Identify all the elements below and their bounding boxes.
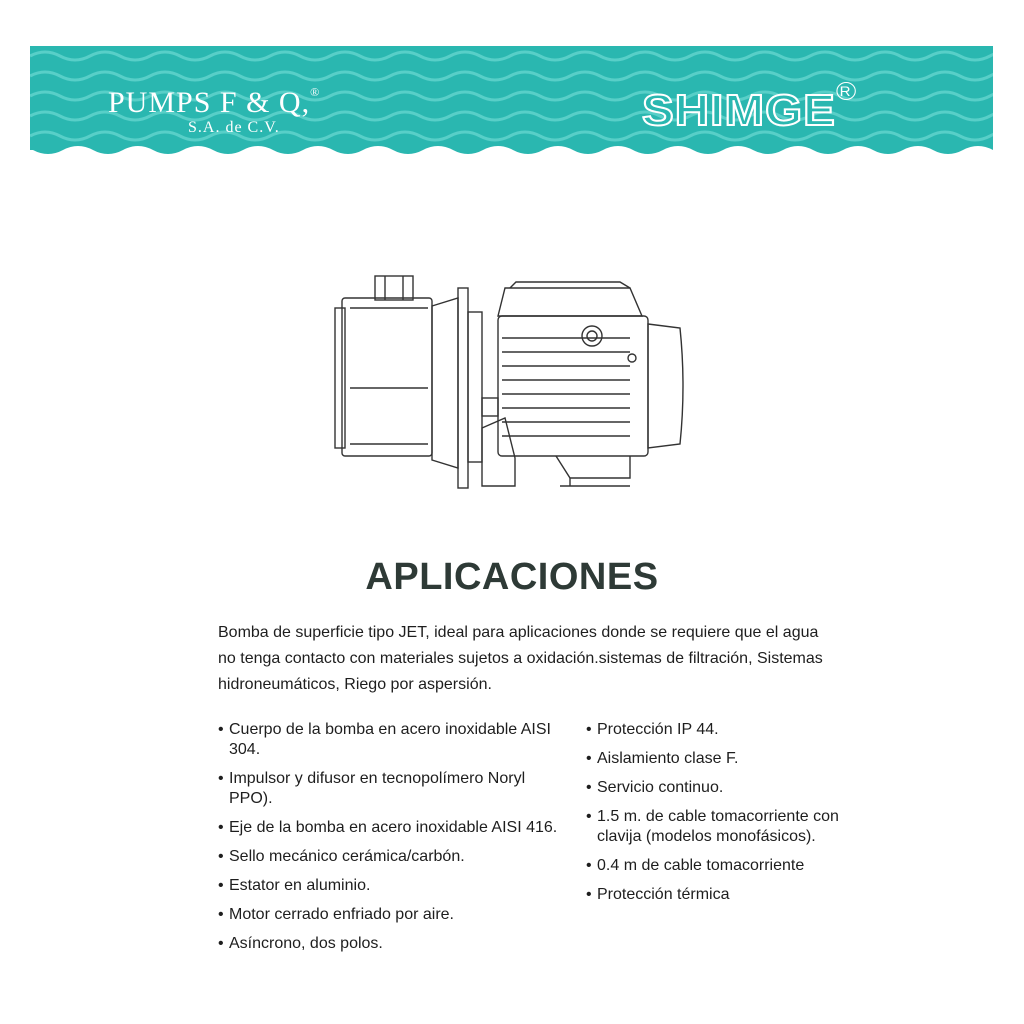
list-item: • Protección térmica <box>586 885 886 905</box>
intro-paragraph: Bomba de superficie tipo JET, ideal para aplicaciones donde se requiere que el agua no tenga contacto con materiales sujetos a oxidación.sistemas de filtración, Sistemas hidroneumáticos, Riego por aspersión. <box>218 624 823 693</box>
logo-registered-mark: ® <box>310 85 320 99</box>
shimge-logo-text: SHIMGE <box>642 86 836 135</box>
list-item: • Impulsor y difusor en tecnopolímero Noryl PPO). <box>218 769 558 809</box>
list-item: • Cuerpo de la bomba en acero inoxidable AISI 304. <box>218 720 558 760</box>
section-title: APLICACIONES <box>365 556 659 598</box>
pump-illustration <box>330 268 690 490</box>
logo-name: PUMPS F & Q, <box>108 86 311 119</box>
list-item: • 1.5 m. de cable tomacorriente con clavija (modelos monofásicos). <box>586 807 886 847</box>
features-left-list <box>218 720 558 963</box>
features-right-list <box>586 720 886 914</box>
shimge-logo <box>642 83 852 136</box>
pumps-fq-logo <box>108 85 320 136</box>
shimge-registered-mark: R <box>836 82 855 100</box>
list-item: • Eje de la bomba en acero inoxidable AISI 416. <box>218 818 558 838</box>
logo-subtitle: S.A. de C.V. <box>188 119 280 136</box>
list-item: • Aislamiento clase F. <box>586 749 886 769</box>
list-item: • Servicio continuo. <box>586 778 886 798</box>
list-item: • Motor cerrado enfriado por aire. <box>218 905 558 925</box>
list-item: • Protección IP 44. <box>586 720 886 740</box>
list-item: • Sello mecánico cerámica/carbón. <box>218 847 558 867</box>
list-item: • Asíncrono, dos polos. <box>218 934 558 954</box>
list-item: • Estator en aluminio. <box>218 876 558 896</box>
list-item: • 0.4 m de cable tomacorriente <box>586 856 886 876</box>
header-banner <box>30 46 993 158</box>
